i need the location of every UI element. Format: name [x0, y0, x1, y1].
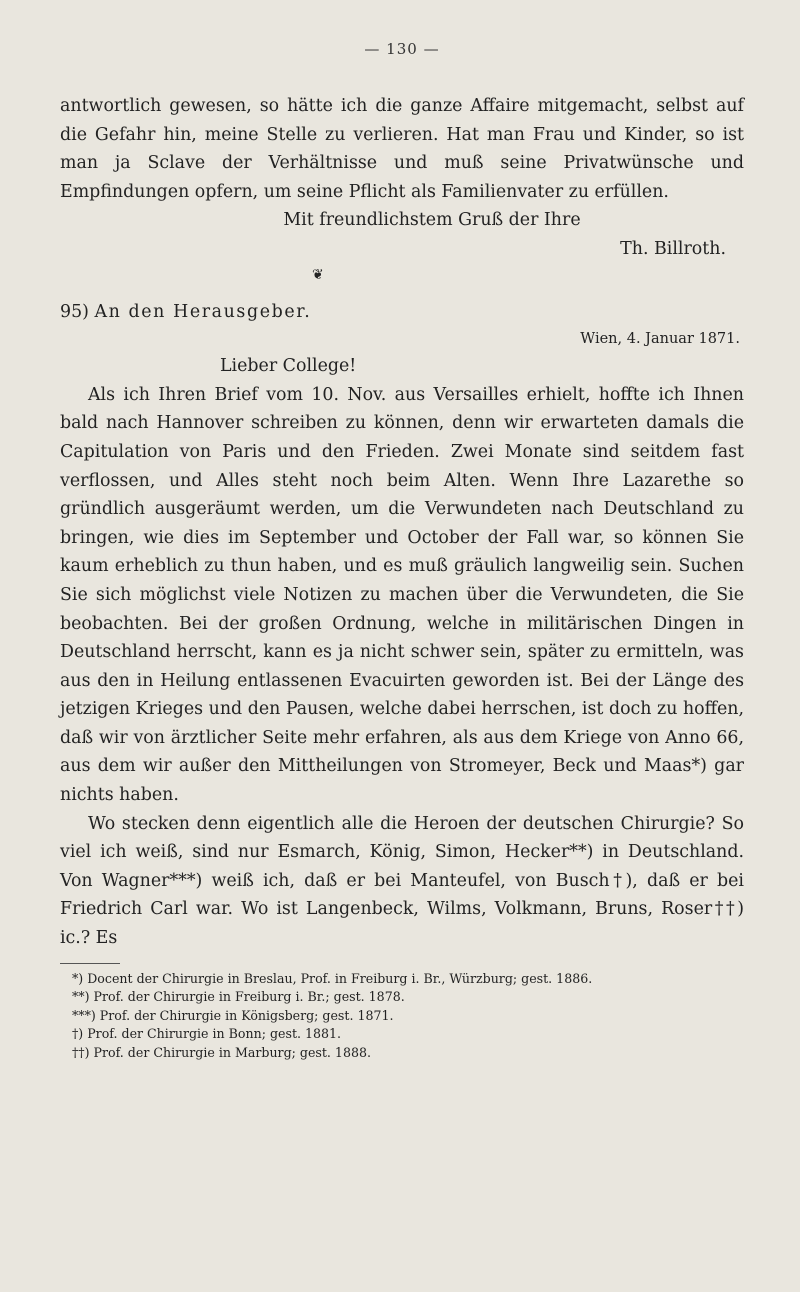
letter-paragraph-1: Als ich Ihren Brief vom 10. Nov. aus Versailles erhielt, hoffte ich Ihnen bald nach Hannover schreiben zu können, denn wir erwarteten damals die Capitulation von Paris und den Frieden. Zwei Monate sind seitdem fast verflossen, und Alles steht noch beim Alten. Wenn Ihre Lazarethe so gründlich ausgeräumt werden, um die Verwundeten nach Deutschland zu bringen, wie dies im September und October der Fall war, so können Sie kaum erheblich zu thun haben, und es muß gräulich langweilig sein. Suchen Sie sich möglichst viele Notizen zu machen über die Verwundeten, die Sie beobachten. Bei der großen Ordnung, welche in militärischen Dingen in Deutschland herrscht, kann es ja nicht schwer sein, später zu ermitteln, was aus den in Heilung entlassenen Evacuirten geworden ist. Bei der Länge des jetzigen Krieges und den Pausen, welche dabei herrschen, ist doch zu hoffen, daß wir von ärztlicher Seite mehr erfahren, als aus dem Kriege von Anno 66, aus dem wir außer den Mittheilungen von Stromeyer, Beck und Maas*) gar nichts haben.: [60, 384, 744, 806]
footnote: *) Docent der Chirurgie in Breslau, Prof. in Freiburg i. Br., Würzburg; gest. 1886.: [72, 970, 593, 986]
signature: Th. Billroth.: [620, 238, 726, 259]
letter-closing: Mit freundlichstem Gruß der Ihre: [283, 210, 581, 231]
footnote: †) Prof. der Chirurgie in Bonn; gest. 1881.: [72, 1026, 342, 1042]
ornament-icon: ❦: [312, 266, 324, 283]
letter-addressee: An den Herausgeber.: [94, 301, 312, 322]
footnote: **) Prof. der Chirurgie in Freiburg i. Br.; gest. 1878.: [72, 989, 405, 1005]
letter-heading: [60, 298, 744, 327]
page-number: — 130 —: [364, 40, 440, 58]
letter-salutation: Lieber College!: [220, 356, 357, 377]
footnote: ††) Prof. der Chirurgie in Marburg; gest. 1888.: [72, 1044, 371, 1060]
letter-number: 95): [60, 301, 89, 322]
continued-paragraph: antwortlich gewesen, so hätte ich die ganze Affaire mitgemacht, selbst auf die Gefahr hin, meine Stelle zu verlieren. Hat man Frau und Kinder, so ist man ja Sclave der Verhältnisse und muß seine Privatwünsche und Empfindungen opfern, um seine Pflicht als Familienvater zu erfüllen.: [60, 96, 744, 202]
letter-paragraph-2: Wo stecken denn eigentlich alle die Heroen der deutschen Chirurgie? So viel ich weiß, sind nur Esmarch, König, Simon, Hecker**) in Deutschland. Von Wagner***) weiß ich, daß er bei Manteufel, von Busch†), daß er bei Friedrich Carl war. Wo ist Langenbeck, Wilms, Volkmann, Bruns, Roser††) ic.? Es: [60, 813, 744, 949]
footnotes: [60, 970, 744, 1063]
footnote: ***) Prof. der Chirurgie in Königsberg; gest. 1871.: [72, 1007, 394, 1023]
footnote-divider: [60, 963, 120, 964]
letter-dateline: Wien, 4. Januar 1871.: [580, 331, 740, 348]
